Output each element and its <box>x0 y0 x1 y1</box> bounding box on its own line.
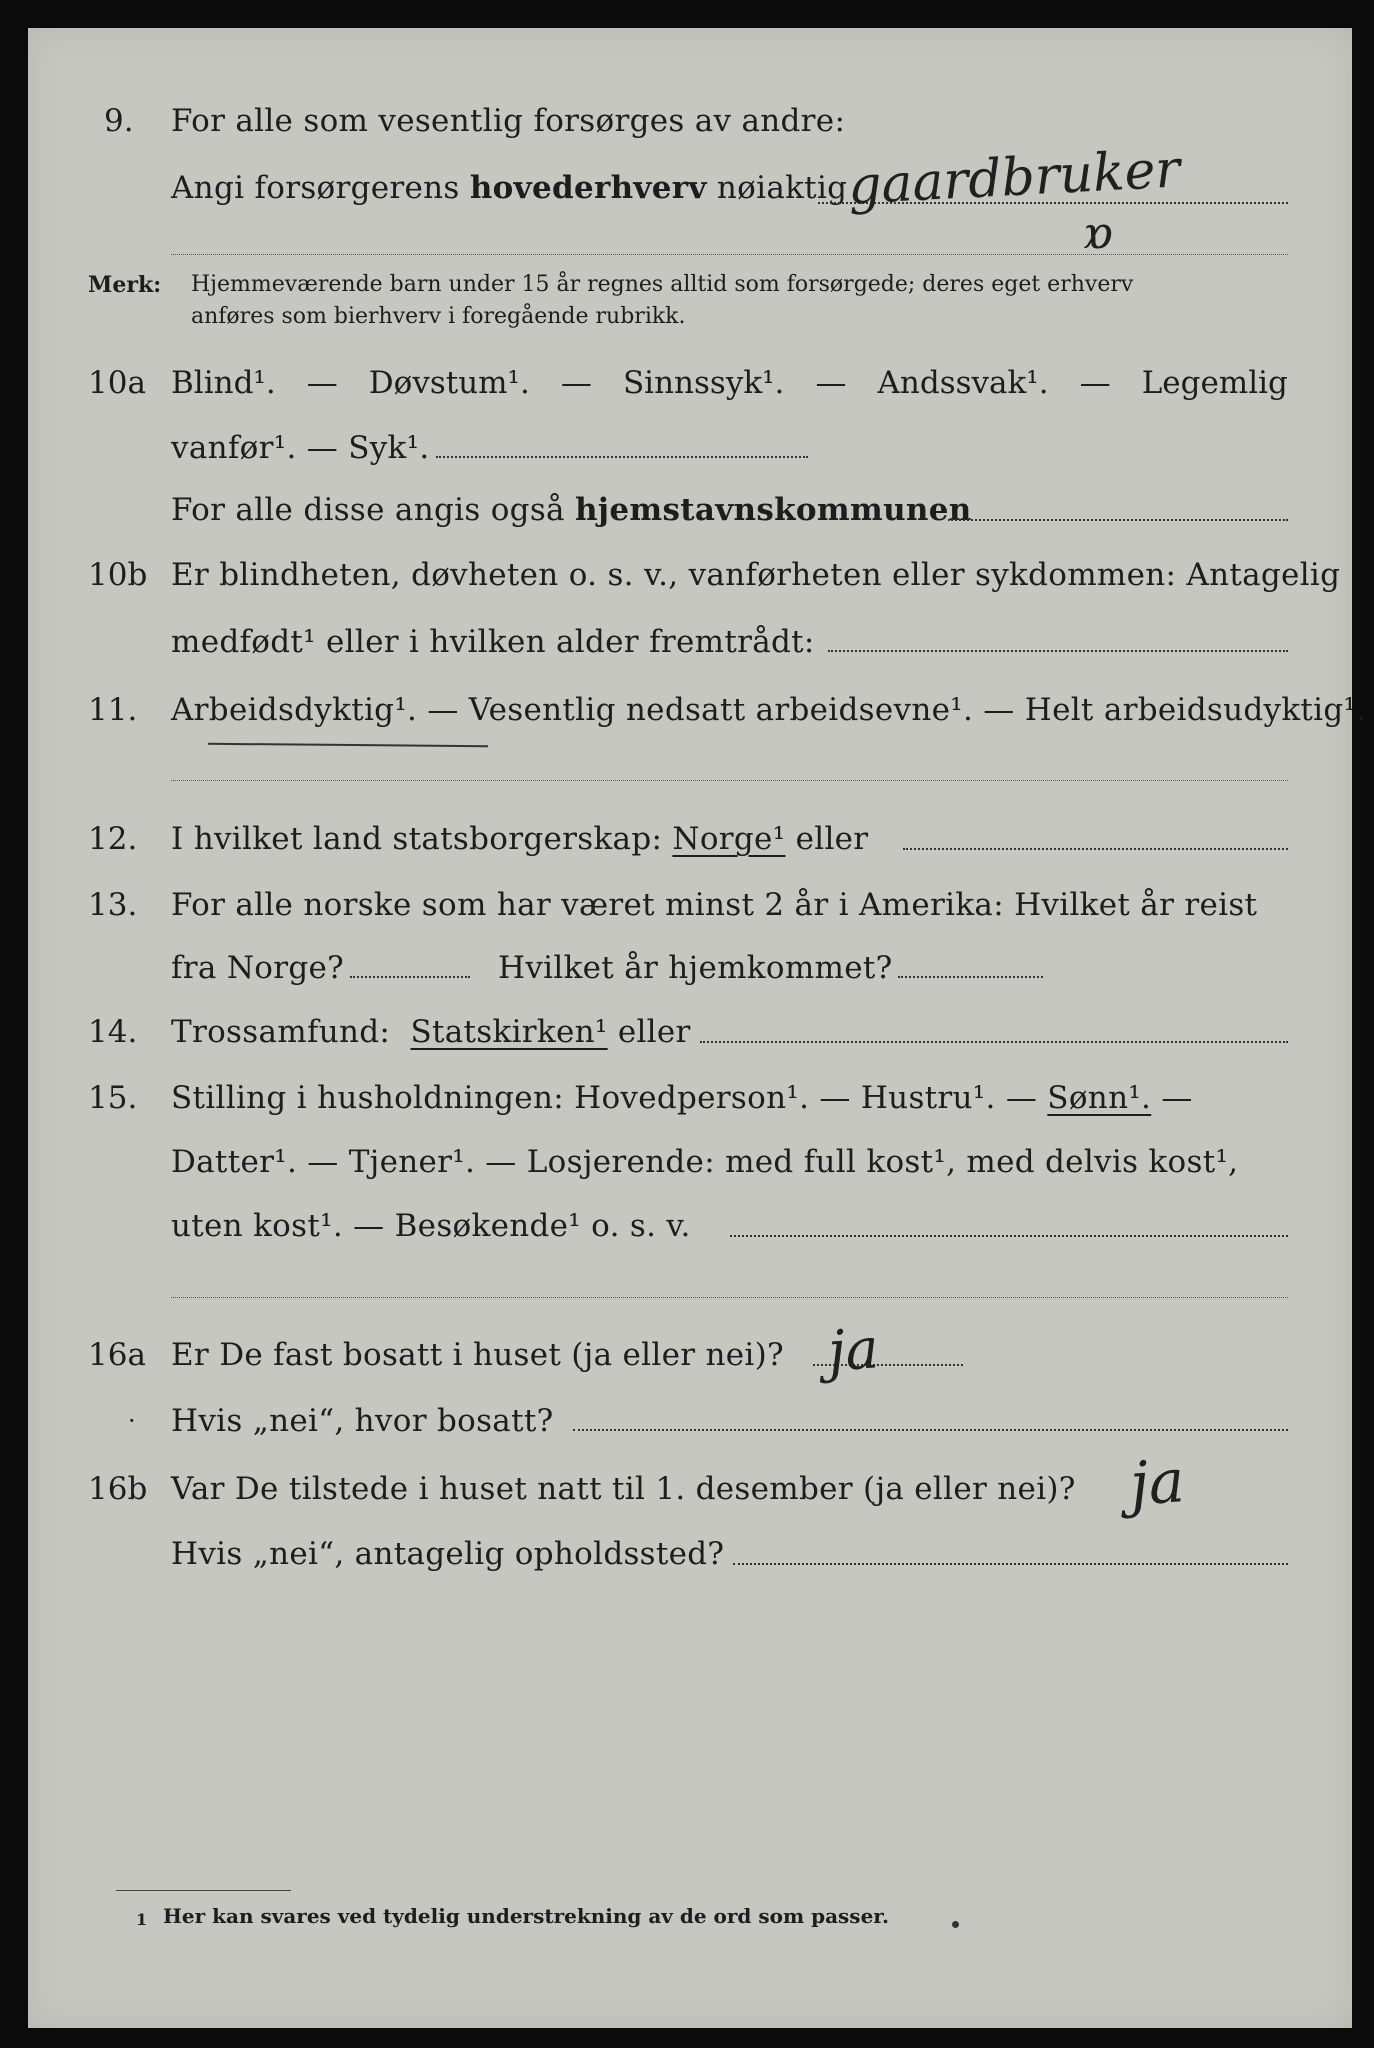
q9-handwritten-mark: ɒ <box>1083 208 1113 259</box>
q9-number: 9. <box>104 103 134 139</box>
q15-extra-line <box>171 1297 1288 1298</box>
q10a-word-1: — <box>306 365 338 401</box>
q15-answer-line <box>730 1235 1288 1237</box>
q11-number: 11. <box>88 692 138 728</box>
q12-number: 12. <box>88 821 138 857</box>
q10a-word-5: — <box>815 365 847 401</box>
q10a-line3 <box>171 490 972 530</box>
q9-extra-line <box>171 254 1288 255</box>
q15-line1 <box>171 1078 1193 1118</box>
q14-line1 <box>171 1012 691 1052</box>
census-form-page <box>28 28 1367 2028</box>
q9-line2 <box>171 168 847 208</box>
q16a-margin-mark: · <box>128 1407 136 1435</box>
footnote-marker: 1 <box>136 1910 148 1929</box>
q10a-line3-a: For alle disse angis også <box>171 492 565 528</box>
q10a-word-3: — <box>560 365 592 401</box>
q10a-word-4: Sinnssyk¹. <box>622 365 785 401</box>
q16a-number: 16a <box>88 1337 146 1373</box>
q10a-word-2: Døvstum¹. <box>368 365 530 401</box>
q12-line1-b: Norge¹ <box>672 821 786 857</box>
q12-line1-c: eller <box>795 821 869 857</box>
q10b-line1: Er blindheten, døvheten o. s. v., vanførheten eller sykdommen: Antagelig <box>171 557 1341 593</box>
q14-line1-a: Trossamfund: <box>171 1014 391 1050</box>
merk-label: Merk: <box>88 272 162 298</box>
q10a-word-6: Andssvak¹. <box>877 365 1049 401</box>
q13-hjemkommet-line <box>898 976 1043 978</box>
footnote-rule <box>116 1890 291 1891</box>
q13-line2-a: fra Norge? <box>171 950 345 986</box>
q10b-line2: medfødt¹ eller i hvilken alder fremtrådt: <box>171 624 815 660</box>
page-speck <box>952 1921 959 1928</box>
footnote-text: Her kan svares ved tydelig understrekning av de ord som passer. <box>163 1904 889 1928</box>
q15-line2: Datter¹. — Tjener¹. — Losjerende: med full kost¹, med delvis kost¹, <box>171 1144 1239 1180</box>
q9-handwritten-answer: gaardbruker <box>846 139 1182 217</box>
q9-line2-c: nøiaktig <box>716 170 848 206</box>
q15-line1-c: — <box>1161 1080 1193 1116</box>
q12-line1-a: I hvilket land statsborgerskap: <box>171 821 663 857</box>
q13-line2-b: Hvilket år hjemkommet? <box>498 950 893 986</box>
q12-answer-line <box>903 848 1288 850</box>
q16b-answer-line <box>733 1563 1288 1565</box>
q15-number: 15. <box>88 1080 138 1116</box>
q10a-word-7: — <box>1079 365 1111 401</box>
q16b-line2: Hvis „nei“, antagelig opholdssted? <box>171 1536 725 1572</box>
q10a-line1 <box>171 363 1288 403</box>
q11-extra-line <box>171 780 1288 781</box>
q10b-number: 10b <box>88 557 148 593</box>
q10a-number: 10a <box>88 365 146 401</box>
q10a-line2: vanfør¹. — Syk¹. <box>171 430 430 466</box>
q10a-word-0: Blind¹. <box>171 365 276 401</box>
q10b-answer-line <box>828 650 1288 652</box>
q16a-line1: Er De fast bosatt i huset (ja eller nei)? <box>171 1337 784 1373</box>
q15-line3: uten kost¹. — Besøkende¹ o. s. v. <box>171 1208 691 1244</box>
q16b-handwritten-answer: ja <box>1127 1446 1187 1520</box>
q12-line1 <box>171 819 868 859</box>
q14-answer-line <box>700 1041 1288 1043</box>
q9-line2-a: Angi forsørgerens <box>171 170 460 206</box>
q13-reist-line <box>350 976 470 978</box>
q15-line1-a: Stilling i husholdningen: Hovedperson¹. — Hustru¹. — <box>171 1080 1038 1116</box>
q11-line1: Arbeidsdyktig¹. — Vesentlig nedsatt arbeidsevne¹. — Helt arbeidsudyktig¹. <box>171 692 1367 728</box>
q16a-handwritten-answer: ja <box>825 1316 881 1385</box>
q10a-kommune-line <box>948 519 1288 521</box>
q11-handwritten-underline <box>208 743 488 747</box>
q16a-bosatt-line <box>573 1429 1288 1431</box>
q10a-word-8: Legemlig <box>1141 365 1288 401</box>
q9-line2-b: hovederhverv <box>469 170 707 206</box>
q14-line1-c: eller <box>617 1014 691 1050</box>
q13-line1: For alle norske som har været minst 2 år i Amerika: Hvilket år reist <box>171 887 1258 923</box>
merk-line2: anføres som bierhverv i foregående rubrikk. <box>191 304 686 329</box>
q10a-line3-b: hjemstavnskommunen <box>574 492 972 528</box>
q15-line1-b: Sønn¹. <box>1047 1080 1152 1116</box>
q14-line1-b: Statskirken¹ <box>410 1014 608 1050</box>
q16b-line1: Var De tilstede i huset natt til 1. desember (ja eller nei)? <box>171 1471 1076 1507</box>
merk-line1: Hjemmeværende barn under 15 år regnes alltid som forsørgede; deres eget erhverv <box>191 272 1134 297</box>
q16b-number: 16b <box>88 1471 148 1507</box>
q14-number: 14. <box>88 1014 138 1050</box>
q13-number: 13. <box>88 887 138 923</box>
q16a-line2: Hvis „nei“, hvor bosatt? <box>171 1403 554 1439</box>
q10a-syk-line <box>436 456 808 458</box>
q9-line1: For alle som vesentlig forsørges av andre: <box>171 103 846 139</box>
